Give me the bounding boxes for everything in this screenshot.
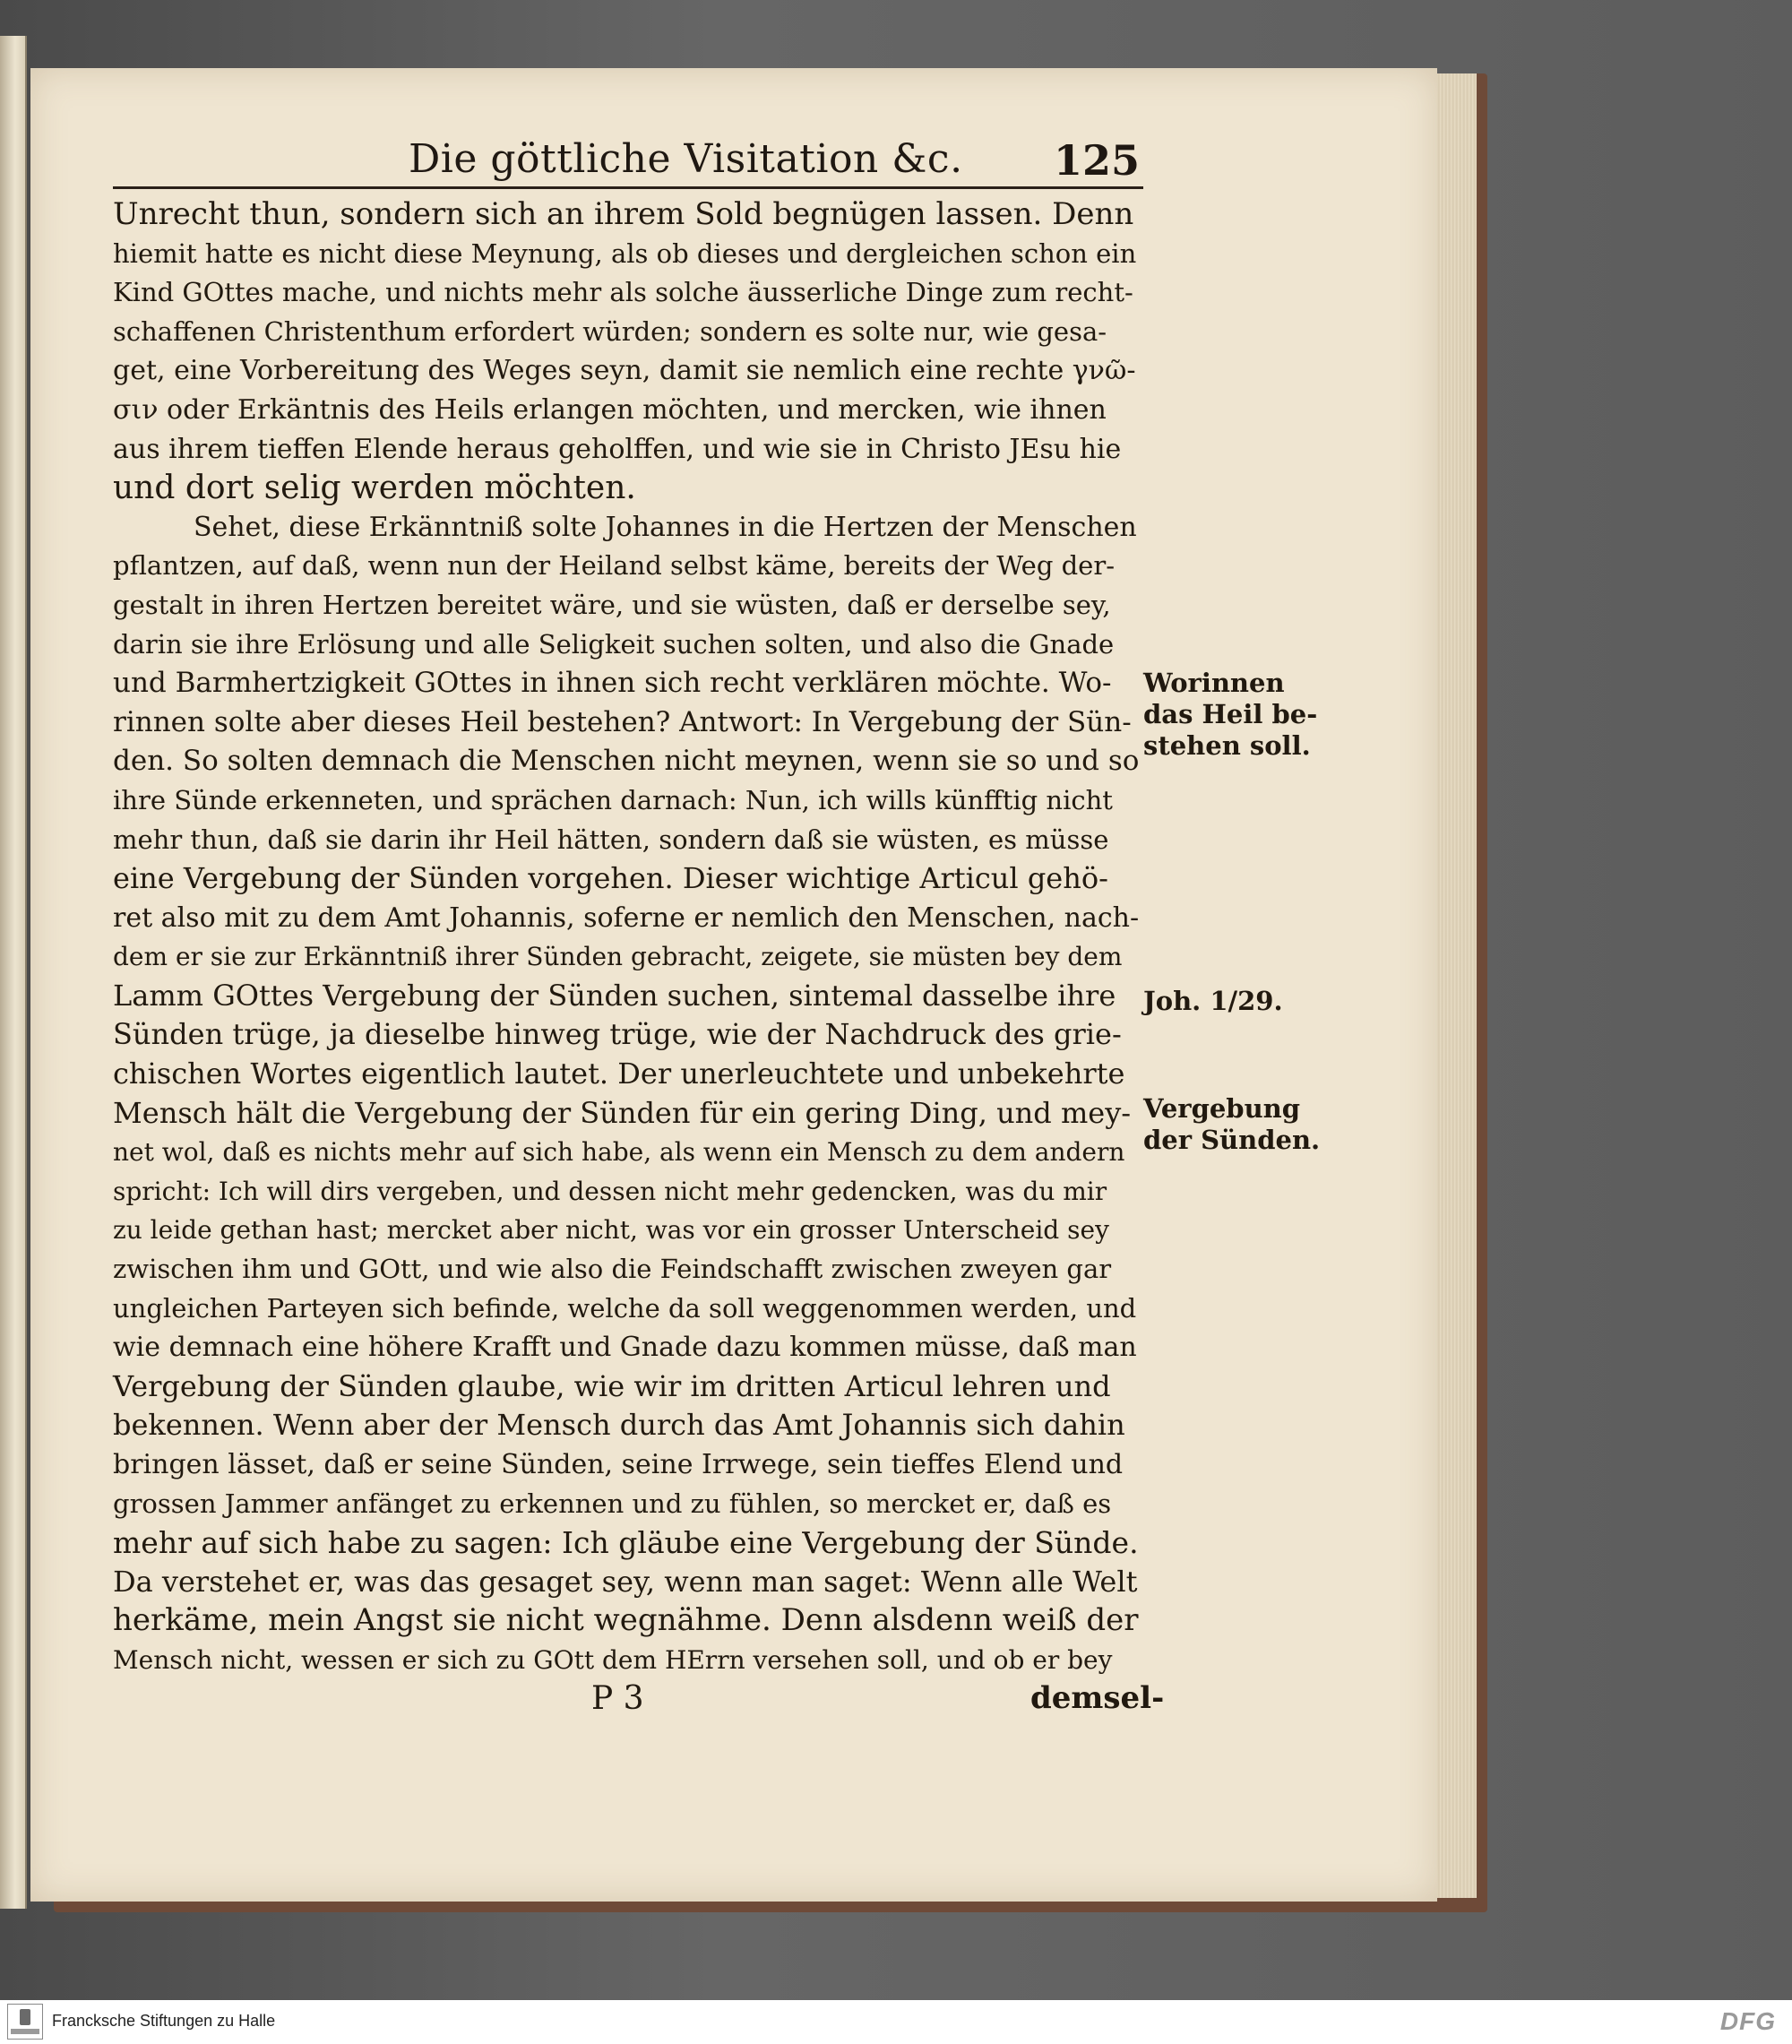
text-line: Unrecht thun, sondern sich an ihrem Sold begnügen lassen. Denn	[113, 196, 1134, 232]
text-line: herkäme, mein Angst sie nicht wegnähme. Denn alsdenn weiß der	[113, 1602, 1139, 1639]
previous-page-edge	[0, 36, 27, 1909]
text-line: hiemit hatte es nicht diese Meynung, als ob dieses und dergleichen schon ein	[113, 237, 1137, 269]
text-line: und dort selig werden möchten.	[113, 470, 636, 507]
dfg-logo: DFG	[1719, 2007, 1776, 2035]
text-line: dem er sie zur Erkänntniß ihrer Sünden gebracht, zeigete, sie müsten bey dem	[113, 942, 1123, 972]
text-line: σιν oder Erkäntnis des Heils erlangen möchten, und mercken, wie ihnen	[113, 393, 1107, 426]
text-line: Lamm GOttes Vergebung der Sünden suchen, sintemal dasselbe ihre	[113, 978, 1116, 1013]
text-line: zwischen ihm und GOtt, und wie also die Feindschafft zwischen zweyen gar	[113, 1254, 1112, 1285]
page-number: 125	[1053, 136, 1140, 185]
catchword: demsel-	[1030, 1680, 1165, 1716]
margin-note-line: Worinnen	[1143, 668, 1285, 698]
text-line: mehr auf sich habe zu sagen: Ich gläube eine Vergebung der Sünde.	[113, 1525, 1139, 1561]
viewer-footer	[0, 2000, 1792, 2044]
text-line: ungleichen Parteyen sich befinde, welche da soll weggenommen werden, und	[113, 1292, 1137, 1324]
margin-note-heil	[1143, 668, 1317, 762]
text-line: Vergebung der Sünden glaube, wie wir im dritten Articul lehren und	[113, 1368, 1111, 1403]
signature-mark: P 3	[591, 1680, 644, 1717]
institution-logo-icon	[7, 2004, 43, 2040]
text-line: chischen Wortes eigentlich lautet. Der unerleuchtete und unbekehrte	[113, 1056, 1125, 1091]
text-line: mehr thun, daß sie darin ihr Heil hätten, sondern daß sie wüsten, es müsse	[113, 824, 1109, 855]
margin-note-line: stehen soll.	[1143, 730, 1311, 761]
text-line: net wol, daß es nichts mehr auf sich habe, als wenn ein Mensch zu dem andern	[113, 1137, 1125, 1168]
margin-note-line: Joh. 1/29.	[1143, 986, 1283, 1016]
paragraph-start-line: Sehet, diese Erkänntniß solte Johannes in die Hertzen der Menschen	[194, 511, 1137, 543]
text-line: Sünden trüge, ja dieselbe hinweg trüge, wie der Nachdruck des grie-	[113, 1017, 1122, 1052]
text-line: gestalt in ihren Hertzen bereitet wäre, und sie wüsten, daß er derselbe sey,	[113, 589, 1111, 620]
text-line: spricht: Ich will dirs vergeben, und dessen nicht mehr gedencken, was du mir	[113, 1176, 1107, 1206]
margin-note-joh	[1143, 986, 1283, 1017]
text-line: Da verstehet er, was das gesaget sey, wenn man saget: Wenn alle Welt	[113, 1564, 1138, 1599]
text-line: darin sie ihre Erlösung und alle Seligkeit suchen solten, und also die Gnade	[113, 628, 1115, 660]
institution-name: Francksche Stiftungen zu Halle	[52, 2012, 276, 2030]
text-line: Mensch nicht, wessen er sich zu GOtt dem HErrn versehen soll, und ob er bey	[113, 1644, 1113, 1675]
margin-note-line: Vergebung	[1143, 1093, 1301, 1124]
text-line: get, eine Vorbereitung des Weges seyn, damit sie nemlich eine rechte γνῶ-	[113, 355, 1136, 387]
margin-note-line: das Heil be-	[1143, 699, 1318, 729]
text-line: bringen lässet, daß er seine Sünden, seine Irrwege, sein tieffes Elend und	[113, 1449, 1124, 1480]
text-line: wie demnach eine höhere Krafft und Gnade dazu kommen müsse, daß man	[113, 1332, 1137, 1364]
body-text	[113, 195, 1139, 1680]
text-line: aus ihrem tieffen Elende heraus geholffen, und wie sie in Christo JEsu hie	[113, 433, 1122, 465]
text-line: rinnen solte aber dieses Heil bestehen? Antwort: In Vergebung der Sün-	[113, 705, 1132, 738]
page-stack-edge	[1437, 73, 1477, 1898]
text-line: pflantzen, auf daß, wenn nun der Heiland selbst käme, bereits der Weg der-	[113, 550, 1115, 582]
text-line: zu leide gethan hast; mercket aber nicht, was vor ein grosser Unterscheid sey	[113, 1215, 1109, 1246]
text-line: ret also mit zu dem Amt Johannis, soferne er nemlich den Menschen, nach-	[113, 901, 1140, 934]
text-line: und Barmhertzigkeit GOttes in ihnen sich recht verklären möchte. Wo-	[113, 667, 1112, 700]
text-line: Kind GOttes mache, und nichts mehr als solche äusserliche Dinge zum recht-	[113, 277, 1133, 308]
text-line: schaffenen Christenthum erfordert würden; sondern es solte nur, wie gesa-	[113, 315, 1107, 347]
text-line: bekennen. Wenn aber der Mensch durch das Amt Johannis sich dahin	[113, 1408, 1125, 1443]
running-head-title: Die göttliche Visitation &c.	[409, 136, 963, 182]
text-line: ihre Sünde erkenneten, und sprächen darnach: Nun, ich wills künfftig nicht	[113, 784, 1113, 815]
text-line: eine Vergebung der Sünden vorgehen. Dieser wichtige Articul gehö-	[113, 861, 1108, 896]
text-line: den. So solten demnach die Menschen nicht meynen, wenn sie so und so	[113, 745, 1140, 778]
running-head	[113, 134, 1143, 189]
text-line: grossen Jammer anfänget zu erkennen und zu fühlen, so mercket er, daß es	[113, 1488, 1112, 1519]
text-line: Mensch hält die Vergebung der Sünden für ein gering Ding, und mey-	[113, 1095, 1132, 1130]
margin-note-line: der Sünden.	[1143, 1125, 1321, 1155]
margin-note-vergebung	[1143, 1093, 1320, 1156]
